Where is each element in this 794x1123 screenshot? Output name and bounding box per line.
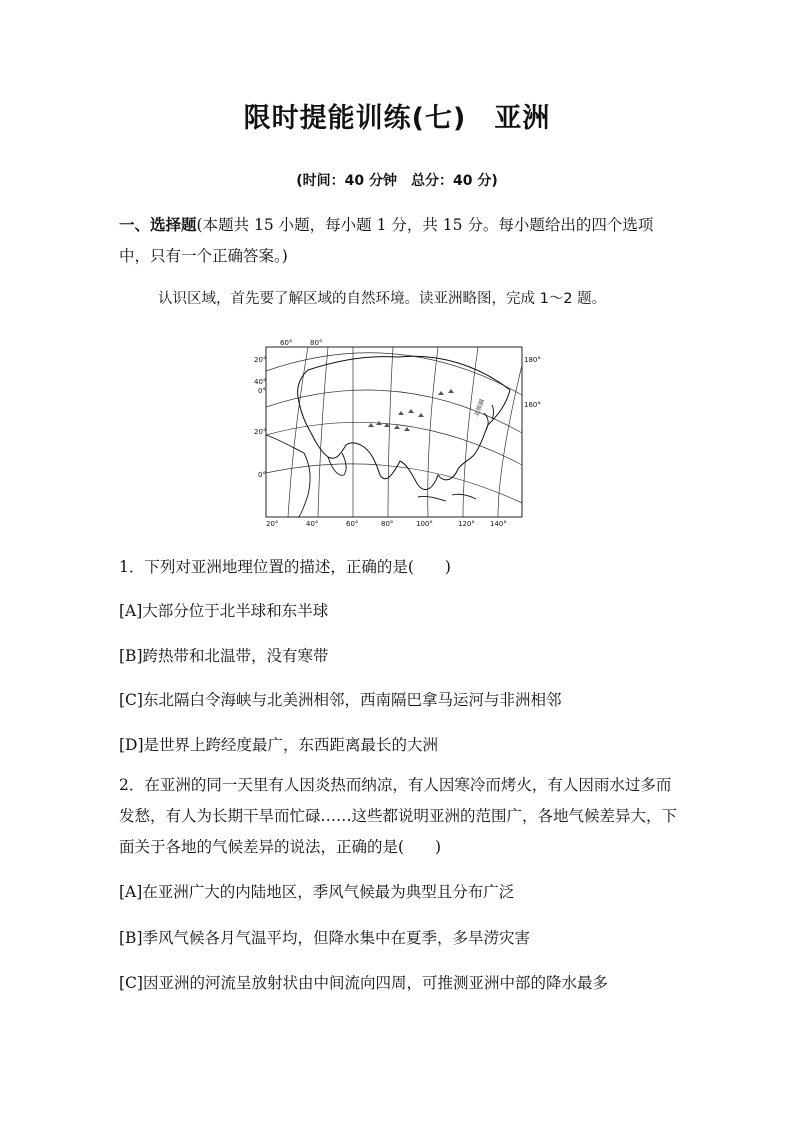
q2-option-a: [A]在亚洲广大的内陆地区，季风气候最为典型且分布广泛	[119, 883, 515, 901]
svg-text:20°: 20°	[266, 520, 279, 528]
svg-text:20°: 20°	[254, 356, 267, 364]
svg-text:180°: 180°	[524, 356, 541, 364]
svg-text:160°: 160°	[524, 401, 541, 409]
svg-text:140°: 140°	[490, 520, 507, 528]
question-intro: 认识区域，首先要了解区域的自然环境。读亚洲略图，完成 1～2 题。	[158, 291, 607, 307]
svg-text:20°: 20°	[254, 428, 267, 436]
svg-text:60°: 60°	[280, 339, 293, 347]
arctic-circle-label: 北极圈	[473, 398, 487, 418]
svg-text:120°: 120°	[458, 520, 475, 528]
svg-text:100°: 100°	[416, 520, 433, 528]
svg-text:0°: 0°	[258, 387, 266, 395]
q1-option-b: [B]跨热带和北温带，没有寒带	[119, 647, 329, 665]
q1-option-a: [A]大部分位于北半球和东半球	[119, 602, 329, 620]
q1-option-d: [D]是世界上跨经度最广，东西距离最长的大洲	[119, 736, 439, 754]
map-frame	[266, 347, 522, 517]
exam-info: (时间：40 分钟 总分：40 分)	[296, 173, 498, 189]
section-desc: (本题共 15 小题，每小题 1 分，共 15 分。每小题给出的四个选项中，只有一个正确答案。)	[119, 216, 654, 265]
question-1-stem: 1．下列对亚洲地理位置的描述，正确的是( )	[119, 558, 451, 576]
svg-text:40°: 40°	[306, 520, 319, 528]
svg-text:0°: 0°	[258, 471, 266, 479]
q2-option-c: [C]因亚洲的河流呈放射状由中间流向四周，可推测亚洲中部的降水最多	[119, 974, 608, 992]
page-title: 限时提能训练(七) 亚洲	[243, 103, 551, 134]
section-header	[119, 210, 679, 272]
section-head: 一、选择题	[119, 216, 197, 234]
svg-text:60°: 60°	[346, 520, 359, 528]
q1-option-c: [C]东北隔白令海峡与北美洲相邻，西南隔巴拿马运河与非洲相邻	[119, 691, 562, 709]
asia-map	[248, 335, 548, 530]
question-2-stem: 2．在亚洲的同一天里有人因炎热而纳凉，有人因寒冷而烤火，有人因雨水过多而发愁，有人为长期干旱而忙碌……这些都说明亚洲的范围广，各地气候差异大，下面关于各地的气候差异的说法，正确的是( )	[119, 776, 678, 856]
q2-option-b: [B]季风气候各月气温平均，但降水集中在夏季，多旱涝灾害	[119, 929, 530, 947]
svg-text:40°: 40°	[254, 378, 267, 386]
svg-text:80°: 80°	[381, 520, 394, 528]
svg-text:80°: 80°	[310, 339, 323, 347]
